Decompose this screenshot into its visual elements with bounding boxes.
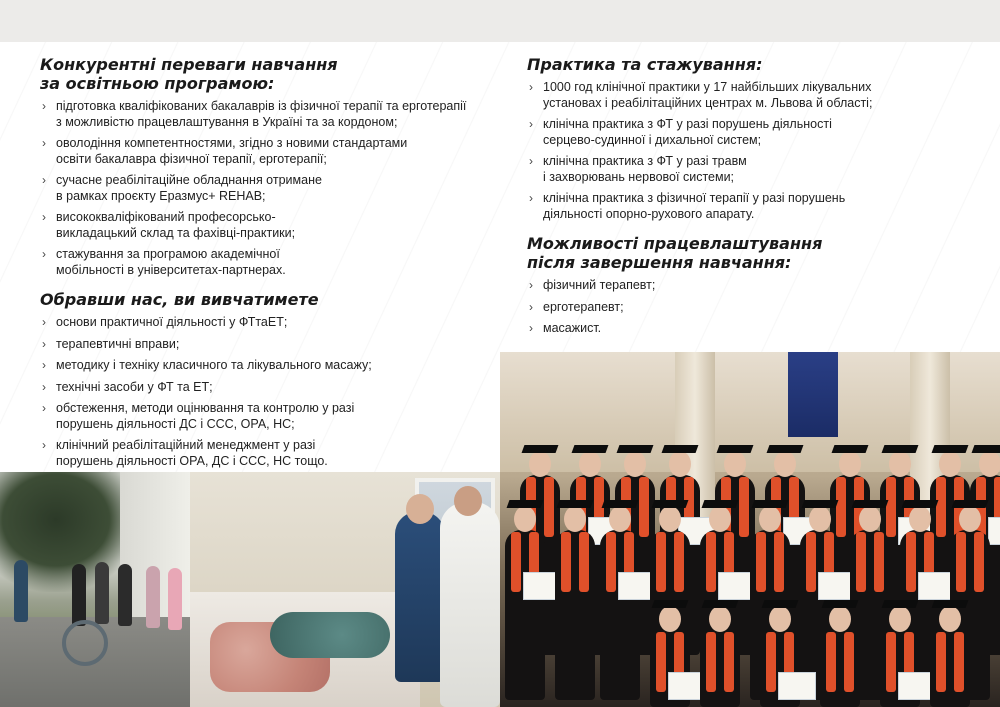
right-column bbox=[527, 55, 967, 349]
graduation-cap-icon bbox=[832, 445, 869, 453]
list-item-text: діяльності опорно-рухового апарату. bbox=[543, 206, 755, 221]
list-item-text: викладацький склад та фахівці-практики; bbox=[56, 225, 296, 240]
bullet-chevron-icon: › bbox=[529, 117, 533, 131]
graduate-face bbox=[759, 506, 781, 532]
photo-flag bbox=[788, 352, 838, 437]
graduation-cap-icon bbox=[617, 445, 654, 453]
list-item bbox=[527, 80, 967, 111]
graduate-stole bbox=[874, 532, 884, 592]
list-item-text: масажист. bbox=[543, 321, 602, 335]
list-item-text: клінічна практика з ФТ у разі травм bbox=[543, 154, 747, 168]
graduate-stole bbox=[511, 532, 521, 592]
graduation-cap-icon bbox=[602, 500, 639, 508]
photo-graduation-group bbox=[500, 352, 1000, 707]
list-item-text: методику і техніку класичного та лікувального масажу; bbox=[56, 358, 372, 372]
graduate-stole bbox=[756, 532, 766, 592]
graduate-stole bbox=[561, 532, 571, 592]
advantages-heading bbox=[40, 55, 490, 93]
wheelchair bbox=[62, 620, 108, 666]
graduation-cap-icon bbox=[717, 445, 754, 453]
bullet-chevron-icon: › bbox=[42, 438, 46, 452]
graduate-face bbox=[939, 606, 961, 632]
graduation-cap-icon bbox=[852, 500, 889, 508]
graduate-stole bbox=[656, 532, 666, 592]
graduate-stole bbox=[706, 532, 716, 592]
heading-line: Конкурентні переваги навчання bbox=[40, 55, 338, 74]
graduate-stole bbox=[739, 477, 749, 537]
list-item-text: порушень діяльності ОРА, ДС і ССС, НС тощо. bbox=[56, 453, 328, 468]
graduate-face bbox=[809, 506, 831, 532]
heading-line: після завершення навчання: bbox=[527, 253, 792, 272]
graduation-cap-icon bbox=[882, 600, 919, 608]
graduate-stole bbox=[579, 532, 589, 592]
graduation-cap-icon bbox=[762, 600, 799, 608]
list-item-text: основи практичної діяльності у ФТтаЕТ; bbox=[56, 315, 288, 329]
bullet-chevron-icon: › bbox=[529, 154, 533, 168]
list-item-text: сучасне реабілітаційне обладнання отримане bbox=[56, 173, 322, 187]
graduate-face bbox=[529, 451, 551, 477]
graduate-face bbox=[724, 451, 746, 477]
bullet-chevron-icon: › bbox=[42, 99, 46, 113]
bullet-chevron-icon: › bbox=[42, 315, 46, 329]
graduate-face bbox=[514, 506, 536, 532]
graduation-cap-icon bbox=[557, 500, 594, 508]
list-item bbox=[40, 99, 490, 130]
bullet-chevron-icon: › bbox=[42, 401, 46, 415]
graduate-face bbox=[669, 451, 691, 477]
graduate-face bbox=[769, 606, 791, 632]
left-column bbox=[40, 55, 490, 481]
list-item-text: 1000 год клінічної практики у 17 найбільших лікувальних bbox=[543, 80, 872, 94]
list-item-text: технічні засоби у ФТ та ЕТ; bbox=[56, 379, 213, 394]
photo-person bbox=[95, 562, 109, 624]
diploma bbox=[988, 517, 1000, 545]
graduate-stole bbox=[956, 532, 966, 592]
graduation-cap-icon bbox=[972, 445, 1000, 453]
graduate-stole bbox=[936, 477, 946, 537]
list-item-text: освіти бакалавра фізичної терапії, ерготерапії; bbox=[56, 151, 327, 166]
bullet-chevron-icon: › bbox=[529, 278, 533, 292]
list-item-text: терапевтичні вправи; bbox=[56, 336, 180, 351]
list-item-text: стажування за програмою академічної bbox=[56, 247, 280, 261]
heading-line: Можливості працевлаштування bbox=[527, 234, 823, 253]
list-item-text: підготовка кваліфікованих бакалаврів із фізичної терапії та ерготерапії bbox=[56, 99, 467, 113]
graduate-stole bbox=[826, 632, 836, 692]
graduation-cap-icon bbox=[902, 500, 939, 508]
graduate-face bbox=[859, 506, 881, 532]
bullet-chevron-icon: › bbox=[42, 210, 46, 224]
graduate-face bbox=[609, 506, 631, 532]
graduate-stole bbox=[774, 532, 784, 592]
graduation-cap-icon bbox=[652, 500, 689, 508]
graduate-stole bbox=[544, 477, 554, 537]
graduate-face bbox=[659, 606, 681, 632]
list-item-text: висококваліфікований професорсько- bbox=[56, 210, 276, 224]
graduation-cap-icon bbox=[822, 600, 859, 608]
list-item bbox=[40, 358, 490, 374]
graduate-stole bbox=[974, 532, 984, 592]
graduation-cap-icon bbox=[507, 500, 544, 508]
list-item-text: фізичний терапевт; bbox=[543, 278, 656, 292]
bullet-chevron-icon: › bbox=[529, 321, 533, 335]
list-item-text: порушень діяльності ДС і ССС, ОРА, НС; bbox=[56, 416, 295, 431]
graduate-face bbox=[979, 451, 1000, 477]
graduate-face bbox=[709, 606, 731, 632]
list-item bbox=[40, 247, 490, 278]
graduate-stole bbox=[836, 477, 846, 537]
bullet-chevron-icon: › bbox=[42, 379, 46, 394]
list-item-text: ерготерапевт; bbox=[543, 299, 624, 314]
graduation-cap-icon bbox=[882, 445, 919, 453]
curriculum-heading bbox=[40, 290, 490, 309]
graduate-stole bbox=[639, 477, 649, 537]
graduate-face bbox=[909, 506, 931, 532]
photo-person bbox=[72, 564, 86, 626]
employment-heading bbox=[527, 234, 967, 272]
heading-line: за освітньою програмою: bbox=[40, 74, 275, 93]
graduate-face bbox=[839, 451, 861, 477]
bullet-chevron-icon: › bbox=[529, 191, 533, 205]
bullet-chevron-icon: › bbox=[42, 336, 46, 351]
graduate-stole bbox=[844, 632, 854, 692]
graduate-stole bbox=[886, 632, 896, 692]
graduation-cap-icon bbox=[702, 500, 739, 508]
list-item bbox=[40, 136, 490, 167]
graduate-face bbox=[829, 606, 851, 632]
photo-therapist bbox=[440, 502, 500, 707]
list-item-text: оволодіння компетентностями, згідно з новими стандартами bbox=[56, 136, 408, 150]
list-item bbox=[40, 401, 490, 432]
bullet-chevron-icon: › bbox=[42, 173, 46, 187]
list-item bbox=[527, 321, 967, 337]
graduate-stole bbox=[936, 632, 946, 692]
graduation-cap-icon bbox=[572, 445, 609, 453]
top-band bbox=[0, 0, 1000, 42]
list-item bbox=[527, 117, 967, 148]
list-item-text: в рамках проєкту Еразмус+ REHAB; bbox=[56, 188, 266, 203]
photo-person bbox=[118, 564, 132, 626]
graduate-face bbox=[709, 506, 731, 532]
photo-clinical-practice bbox=[190, 472, 500, 707]
graduation-cap-icon bbox=[652, 600, 689, 608]
graduate-stole bbox=[606, 532, 616, 592]
bullet-chevron-icon: › bbox=[529, 299, 533, 314]
graduate-face bbox=[624, 451, 646, 477]
list-item-text: обстеження, методи оцінювання та контролю у разі bbox=[56, 401, 355, 415]
diploma bbox=[778, 672, 816, 700]
photo-therapist bbox=[395, 512, 445, 682]
list-item-text: мобільності в університетах-партнерах. bbox=[56, 262, 286, 277]
graduation-cap-icon bbox=[932, 600, 969, 608]
list-item bbox=[527, 154, 967, 185]
graduation-cap-icon bbox=[522, 445, 559, 453]
photo-person bbox=[168, 568, 182, 630]
list-item bbox=[40, 315, 490, 331]
graduate-stole bbox=[656, 632, 666, 692]
graduate-stole bbox=[806, 532, 816, 592]
list-item-text: клінічний реабілітаційний менеджмент у разі bbox=[56, 438, 316, 452]
list-item-text: серцево-судинної і дихальної систем; bbox=[543, 132, 762, 147]
practice-heading bbox=[527, 55, 967, 74]
list-item bbox=[40, 380, 490, 396]
graduate-stole bbox=[954, 632, 964, 692]
list-item bbox=[40, 337, 490, 353]
graduation-cap-icon bbox=[752, 500, 789, 508]
list-item-text: установах і реабілітаційних центрах м. Львова й області; bbox=[543, 95, 873, 110]
curriculum-list bbox=[40, 315, 490, 469]
list-item-text: клінічна практика з фізичної терапії у разі порушень bbox=[543, 191, 846, 205]
graduate-stole bbox=[674, 532, 684, 592]
advantages-list bbox=[40, 99, 490, 278]
list-item-text: і захворювань нервової системи; bbox=[543, 169, 735, 184]
bullet-chevron-icon: › bbox=[42, 136, 46, 150]
list-item bbox=[527, 300, 967, 316]
graduation-cap-icon bbox=[767, 445, 804, 453]
bullet-chevron-icon: › bbox=[42, 247, 46, 261]
graduation-cap-icon bbox=[662, 445, 699, 453]
graduate-face bbox=[939, 451, 961, 477]
graduate-face bbox=[959, 506, 981, 532]
graduate-face bbox=[889, 606, 911, 632]
graduate-face bbox=[774, 451, 796, 477]
list-item-text: з можливістю працевлаштування в Україні та за кордоном; bbox=[56, 114, 398, 129]
graduate-stole bbox=[856, 532, 866, 592]
practice-list bbox=[527, 80, 967, 222]
list-item-text: клінічна практика з ФТ у разі порушень діяльності bbox=[543, 117, 832, 131]
bullet-chevron-icon: › bbox=[529, 80, 533, 94]
bullet-chevron-icon: › bbox=[42, 358, 46, 372]
list-item bbox=[40, 173, 490, 204]
graduate-stole bbox=[724, 632, 734, 692]
photo-head bbox=[454, 486, 482, 516]
photo-head bbox=[406, 494, 434, 524]
photo-person bbox=[14, 560, 28, 622]
graduate-stole bbox=[886, 477, 896, 537]
graduate-stole bbox=[906, 532, 916, 592]
graduate-stole bbox=[706, 632, 716, 692]
heading-line: Обравши нас, ви вивчатимете bbox=[40, 290, 319, 309]
list-item bbox=[527, 278, 967, 294]
graduate-face bbox=[889, 451, 911, 477]
graduation-cap-icon bbox=[702, 600, 739, 608]
graduate-face bbox=[564, 506, 586, 532]
employment-list bbox=[527, 278, 967, 337]
photo-outdoor-wheelchair-training bbox=[0, 472, 190, 707]
list-item bbox=[527, 191, 967, 222]
graduation-cap-icon bbox=[932, 445, 969, 453]
graduate-face bbox=[579, 451, 601, 477]
graduate-face bbox=[659, 506, 681, 532]
list-item bbox=[40, 210, 490, 241]
graduation-cap-icon bbox=[952, 500, 989, 508]
photo-person bbox=[146, 566, 160, 628]
heading-line: Практика та стажування: bbox=[527, 55, 763, 74]
graduation-cap-icon bbox=[802, 500, 839, 508]
photo-patient bbox=[270, 612, 390, 658]
graduate-stole bbox=[766, 632, 776, 692]
list-item bbox=[40, 438, 490, 469]
